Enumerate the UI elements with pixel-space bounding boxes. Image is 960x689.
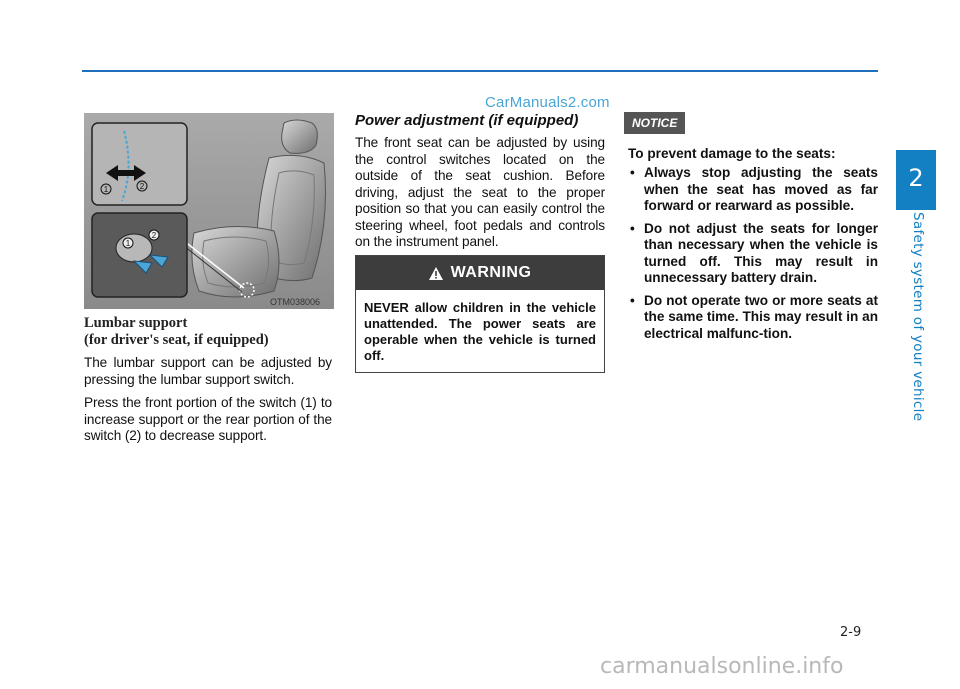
page-number: 2-9: [840, 625, 862, 640]
notice-title: To prevent damage to the seats:: [628, 146, 836, 161]
header-rule: [82, 70, 878, 72]
figure-code: OTM038006: [270, 297, 321, 307]
notice-list: [624, 165, 878, 342]
watermark-bottom: carmanualsonline.info: [600, 654, 844, 679]
lumbar-para1: The lumbar support can be adjusted by pressing the lumbar support switch.: [84, 355, 332, 387]
warning-triangle-icon: [429, 267, 443, 280]
notice-section: [624, 112, 878, 348]
lumbar-heading-line1: Lumbar support: [84, 315, 188, 331]
callout-1-bottom: 1: [125, 239, 131, 248]
section-tab-number: 2: [908, 164, 924, 192]
lumbar-heading-line2: (for driver's seat, if equipped): [84, 332, 269, 348]
warning-text: NEVER allow children in the vehicle unattended. The power seats are operable when the vehicle is turned off.: [364, 300, 596, 363]
power-section: [355, 112, 605, 258]
notice-badge: NOTICE: [624, 112, 685, 134]
warning-label: WARNING: [450, 264, 532, 281]
callout-1-top: 1: [103, 185, 109, 194]
lumbar-para2: Press the front portion of the switch (1) to increase support or the rear portion of the switch (2) to decrease support.: [84, 395, 332, 443]
seat-figure: [84, 113, 334, 309]
notice-item: • Always stop adjusting the seats when the seat has moved as far forward or rearward as possible.: [628, 165, 878, 215]
lumbar-section: [84, 315, 332, 452]
warning-header: [356, 256, 604, 290]
power-para: The front seat can be adjusted by using the control switches located on the outside of the seat cushion. Before driving, adjust the seat to the proper position so that you can easily control the steering wheel, foot pedals and controls on the instrument panel.: [355, 135, 605, 249]
notice-item: • Do not adjust the seats for longer than necessary when the vehicle is turned off. This may result in unnecessary battery drain.: [628, 221, 878, 287]
watermark-top: CarManuals2.com: [485, 94, 610, 111]
callout-2-bottom: 2: [151, 231, 157, 240]
callout-2-top: 2: [139, 182, 145, 191]
notice-item: • Do not operate two or more seats at the same time. This may result in an electrical malfunc-tion.: [628, 293, 878, 343]
seat-illustration: [84, 113, 334, 309]
section-label: Safety system of your vehicle: [910, 212, 926, 422]
section-tab: [896, 150, 936, 210]
power-heading: Power adjustment (if equipped): [355, 112, 579, 129]
warning-box: [355, 255, 605, 373]
lumbar-heading: [84, 315, 332, 349]
